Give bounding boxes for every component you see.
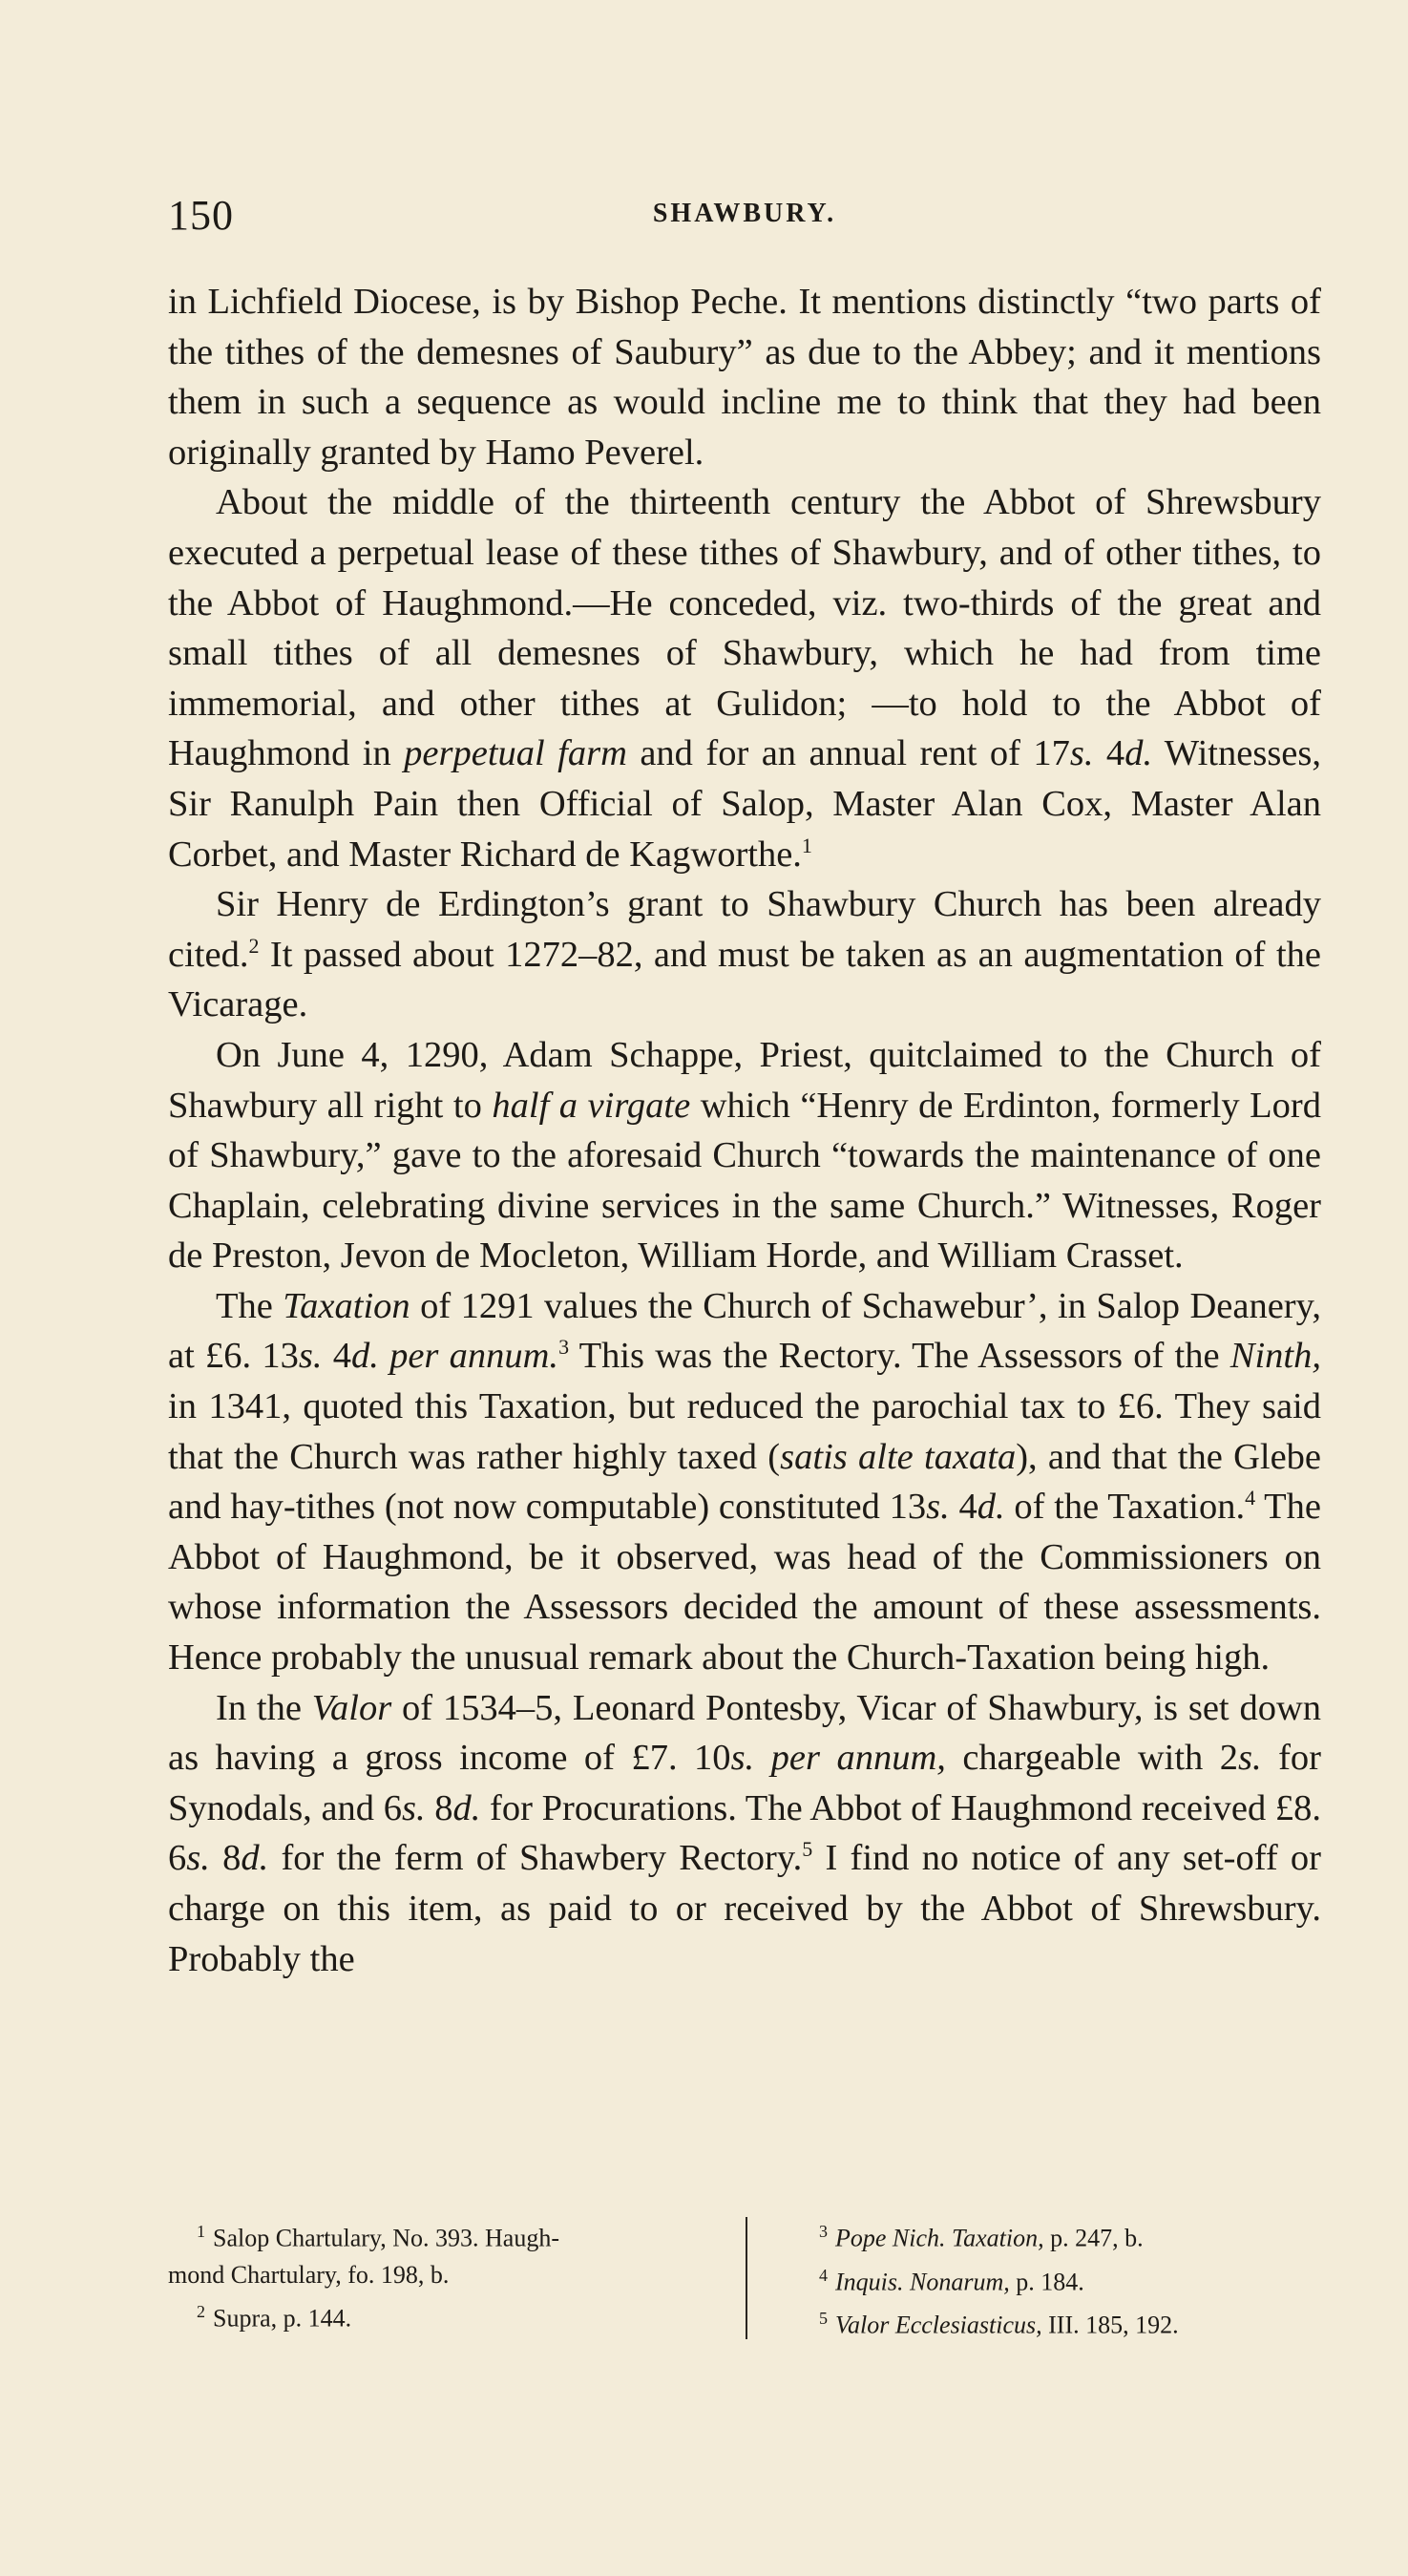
footnote-number: 5: [819, 2309, 828, 2329]
text-run: The: [216, 1285, 284, 1326]
text-run: of the Taxation.: [1004, 1487, 1246, 1528]
footnotes-right-column: [790, 2213, 1325, 2344]
text-run: which “Henry de Erdinton, formerly Lord of Shawbury,” gave to the aforesaid Church “towards the maintenance of one Chaplain, celebrating divine services in the same Church.” Witnesses, Roger de Preston, Jevon de Mocleton, William Horde, and William Crasset.: [168, 1085, 1321, 1277]
paragraph: [168, 277, 1321, 477]
footnote-number: 2: [197, 2301, 205, 2321]
footnote-line: [168, 2257, 731, 2293]
page-header: [168, 191, 1321, 248]
text-run: On June 4, 1290, Adam Schappe, Priest, quitclaimed to the Church of Shawbury all right to: [168, 1034, 1321, 1126]
footnote-ref: 2: [248, 933, 260, 958]
text-run: for Procurations. The Abbot of Haughmond received £8. 6: [168, 1787, 1322, 1879]
footnote-ref: 5: [802, 1837, 813, 1862]
italic-text: Valor: [311, 1687, 392, 1728]
footnote-line: [168, 2213, 731, 2257]
italic-text: s.: [298, 1336, 323, 1377]
text-run: 4: [1093, 733, 1125, 774]
italic-text: Taxation: [283, 1285, 410, 1326]
body-text: [168, 277, 1321, 1984]
italic-text: s.: [186, 1838, 210, 1879]
text-run: In the: [216, 1687, 312, 1728]
footnote-text-tail: p. 184.: [1009, 2268, 1084, 2296]
footnote-line: [168, 2293, 731, 2337]
footnotes-left-column: [168, 2213, 731, 2336]
paragraph: [168, 879, 1321, 1030]
footnote-number: 4: [819, 2265, 828, 2285]
italic-text: s.: [401, 1787, 426, 1828]
italic-text: d. per annum.: [350, 1336, 559, 1377]
running-title: SHAWBURY.: [652, 199, 837, 228]
footnote-line: [790, 2257, 1325, 2301]
text-run: 4: [322, 1336, 351, 1377]
text-run: chargeable with 2: [945, 1738, 1239, 1779]
italic-text: perpetual farm: [404, 733, 627, 774]
footnote-text: mond Chartulary, fo. 198, b.: [168, 2260, 450, 2289]
footnote-text: Supra, p. 144.: [213, 2304, 352, 2333]
footnote-text: Pope Nich. Taxation,: [835, 2224, 1044, 2252]
text-run: This was the Rectory. The Assessors of the: [569, 1336, 1230, 1377]
footnote-number: 3: [819, 2222, 828, 2241]
text-run: ), and that the Glebe and hay-tithes (not now computable) constituted 13: [168, 1436, 1321, 1528]
footnotes: [168, 2213, 1321, 2356]
italic-text: s.: [1238, 1738, 1262, 1779]
text-run: 4: [949, 1487, 977, 1528]
page-number: 150: [168, 192, 234, 239]
text-run: Witnesses, Sir Ranulph Pain then Official of Salop, Master Alan Cox, Master Alan Corbet, and Master Richard de Kagworthe.: [168, 733, 1321, 875]
paragraph: [168, 477, 1321, 879]
footnote-text-tail: p. 247, b.: [1043, 2224, 1144, 2252]
italic-text: s. per annum,: [730, 1738, 946, 1779]
italic-text: d.: [1124, 733, 1153, 774]
footnote-text-tail: III. 185, 192.: [1041, 2311, 1179, 2339]
footnote-line: [790, 2213, 1325, 2257]
footnote-ref: 4: [1245, 1486, 1256, 1510]
text-run: 8: [425, 1787, 453, 1828]
footnote-text: Inquis. Nonarum,: [835, 2268, 1010, 2296]
footnote-text: Valor Ecclesiasticus,: [835, 2311, 1042, 2339]
text-run: for Synodals, and 6: [168, 1738, 1321, 1828]
text-run: for the ferm of Shawbery Rectory.: [268, 1838, 803, 1879]
paragraph: [168, 1281, 1321, 1683]
italic-text: s.: [1069, 733, 1094, 774]
italic-text: d.: [452, 1787, 481, 1828]
italic-text: d.: [241, 1838, 269, 1879]
footnote-ref: 1: [801, 833, 812, 857]
text-run: Sir Henry de Erdington’s grant to Shawbury Church has been already cited.: [168, 884, 1321, 975]
text-run: I find no notice of any set-off or charge on this item, as paid to or received by the Abbot of Shrewsbury. Probably the: [168, 1838, 1321, 1979]
text-run: of 1291 values the Church of Schawebur’, in Salop Deanery, at £6. 13: [168, 1285, 1321, 1377]
italic-text: satis alte taxata: [780, 1436, 1017, 1477]
text-run: It passed about 1272–82, and must be taken as an augmentation of the Vicarage.: [168, 934, 1321, 1025]
text-run: About the middle of the thirteenth century the Abbot of Shrewsbury executed a perpetual lease of these tithes of Shawbury, and of other tithes, to the Abbot of Haughmond.—He conceded, viz. two-thirds of the great and small tithes of all demesnes of Shawbury, which he had from time immemorial, and other tithes at Gulidon; —to hold to the Abbot of Haughmond in: [168, 482, 1321, 774]
italic-text: half a virgate: [492, 1085, 691, 1126]
text-run: in Lichfield Diocese, is by Bishop Peche. It mentions distinctly “two parts of the tithes of the demesnes of Saubury” as due to the Abbey; and it mentions them in such a sequence as would incline me to think that they had been originally granted by Hamo Peverel.: [168, 282, 1321, 473]
italic-text: s.: [926, 1487, 950, 1528]
text-run: in 1341, quoted this Taxation, but reduced the parochial tax to £6. They said that the Church was rather highly taxed (: [168, 1386, 1321, 1477]
text-run: The Abbot of Haughmond, be it observed, was head of the Commissioners on whose information the Assessors decided the amount of these assessments. Hence probably the unusual remark about the Church-Taxation being high.: [168, 1487, 1321, 1679]
paragraph: [168, 1683, 1321, 1985]
text-run: 8: [209, 1838, 242, 1879]
italic-text: Ninth,: [1229, 1336, 1321, 1377]
footnote-number: 1: [197, 2222, 205, 2241]
text-run: of 1534–5, Leonard Pontesby, Vicar of Shawbury, is set down as having a gross income of £7. 10: [168, 1687, 1322, 1779]
italic-text: d.: [977, 1487, 1005, 1528]
footnote-ref: 3: [558, 1335, 570, 1360]
footnote-divider: [746, 2217, 747, 2339]
footnote-text: Salop Chartulary, No. 393. Haugh-: [213, 2224, 559, 2252]
text-run: and for an annual rent of 17: [626, 733, 1070, 774]
paragraph: [168, 1030, 1321, 1281]
footnote-line: [790, 2300, 1325, 2344]
